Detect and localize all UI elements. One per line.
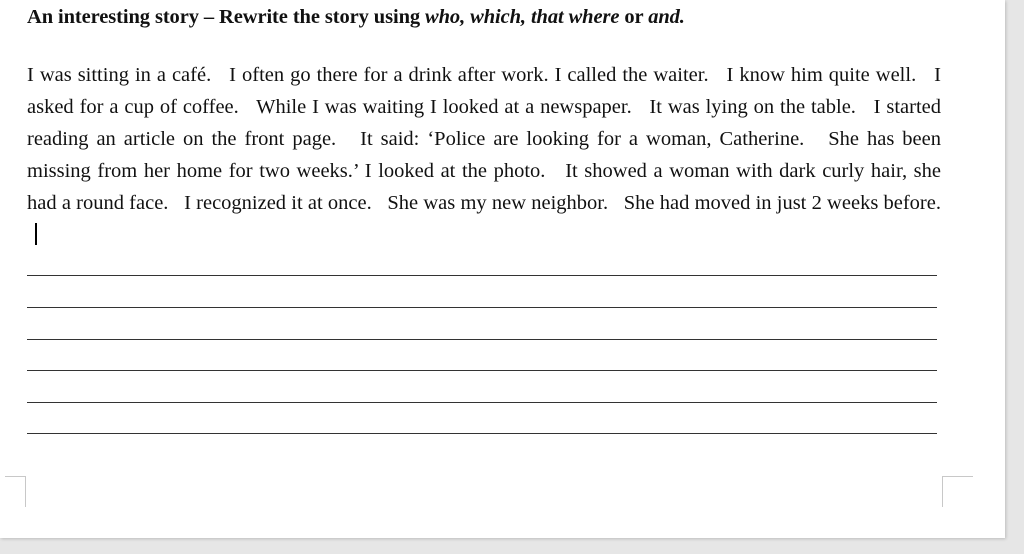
answer-line-2[interactable] — [27, 307, 937, 308]
answer-line-1[interactable] — [27, 275, 937, 276]
title-prefix: An interesting story – Rewrite the story using — [27, 6, 426, 28]
story-paragraph[interactable] — [27, 59, 947, 251]
answer-line-5[interactable] — [27, 402, 937, 403]
answer-line-4[interactable] — [27, 370, 937, 371]
answer-line-3[interactable] — [27, 339, 937, 340]
title-italic-last: and. — [648, 6, 685, 28]
text-cursor — [35, 223, 37, 245]
answer-line-6[interactable] — [27, 433, 937, 434]
title-joiner: or — [619, 6, 649, 28]
title-italic-words: who, which, that where — [425, 6, 620, 28]
exercise-title — [27, 6, 685, 29]
story-text: I was sitting in a café. I often go there for a drink after work. I called the waiter. I know him quite well. I asked for a cup of coffee. While I was waiting I looked at a newspaper. It was lying on the table. I started reading an article on the front page. It said: ‘Police are looking for a woman, Catherine. She has been missing from her home for two weeks.’ I looked at the photo. It showed a woman with dark curly hair, she had a round face. I recognized it at once. She was my new neighbor. She had moved in just 2 weeks before. — [27, 64, 947, 214]
margin-crop-mark-right — [942, 476, 973, 507]
margin-crop-mark-left — [5, 476, 26, 507]
